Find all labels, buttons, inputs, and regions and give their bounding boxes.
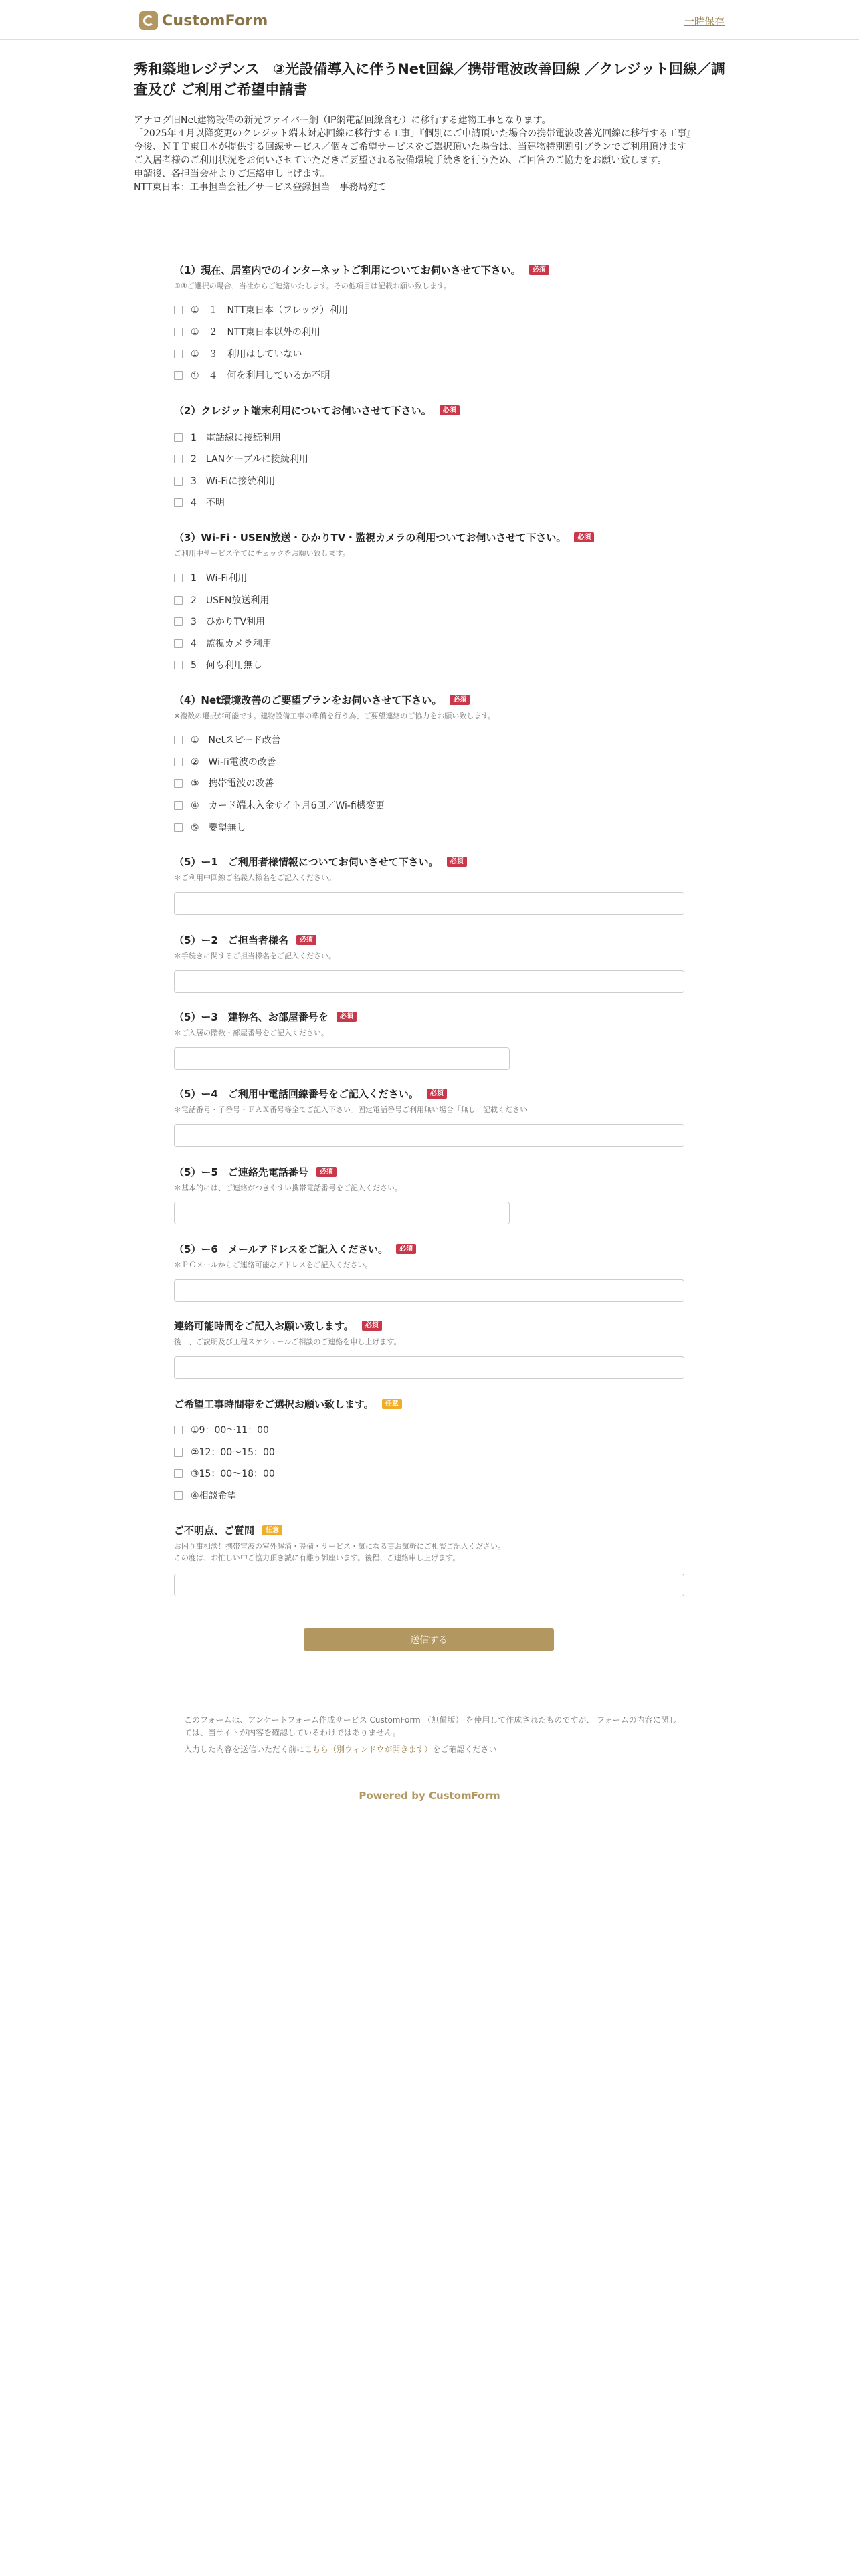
confirm-link[interactable]: こちら（別ウィンドウが開きます） [304, 1745, 433, 1754]
question-note: ＊基本的には、ご連絡がつきやすい携帯電話番号をご記入ください。 [174, 1184, 402, 1192]
intro-line: NTT東日本：工事担当会社／サービス登録担当 事務局宛て [134, 182, 387, 193]
contact-phone-input[interactable] [174, 1202, 510, 1224]
intro-text [134, 114, 729, 194]
question-note: この度は、お忙しい中ご協力頂き誠に有難う御座います。後程、ご連絡申し上げます。 [174, 1553, 460, 1562]
room-number-input[interactable] [174, 1047, 510, 1070]
question-phone-line-number [174, 1086, 696, 1115]
checkbox[interactable] [174, 617, 183, 626]
checkbox-option[interactable] [174, 777, 274, 789]
question-note: お困り事相談！携帯電波の室外解消・設備・サービス・気になる事お気軽にご相談ご記入ください。 [174, 1542, 505, 1551]
option-label: 2 USEN放送利用 [191, 595, 270, 606]
required-badge: 必須 [337, 1012, 357, 1022]
option-label: ④ カード端末入金サイト月6回／Wi-fi機変更 [191, 800, 385, 811]
required-badge: 必須 [362, 1321, 382, 1331]
checkbox-option[interactable] [174, 453, 308, 465]
question-title: （4）Net環境改善のご要望プランをお伺いさせて下さい。 [174, 693, 442, 706]
option-label: ② Wi-fi電波の改善 [191, 757, 276, 768]
checkbox-option[interactable] [174, 572, 247, 584]
checkbox[interactable] [174, 596, 183, 605]
checkbox-option[interactable] [174, 1489, 237, 1501]
question-note: ①④ご選択の場合、当社からご連絡いたします。その他項目は記載お願い致します。 [174, 282, 451, 290]
required-badge: 必須 [427, 1089, 447, 1099]
checkbox-option[interactable] [174, 1467, 275, 1479]
question-work-time-slot [174, 1396, 696, 1411]
question-title: （5）ー5 ご連絡先電話番号 [174, 1166, 308, 1178]
checkbox-option[interactable] [174, 734, 281, 746]
checkbox-option[interactable] [174, 615, 265, 627]
question-note: ＊ＰＣメールからご連絡可能なアドレスをご記入ください。 [174, 1261, 373, 1269]
powered-by-link[interactable]: Powered by CustomForm [359, 1790, 500, 1802]
question-title: （5）ー3 建物名、お部屋番号を [174, 1010, 328, 1023]
option-label: ⑤ 要望無し [191, 823, 246, 833]
question-note: ＊電話番号・子番号・ＦＡＸ番号等全てご記入下さい。固定電話番号ご利用無い場合「無し」記載ください [174, 1105, 527, 1114]
question-note: ＊ご利用中回線ご名義人様名をご記入ください。 [174, 873, 336, 882]
question-title: ご不明点、ご質問 [174, 1524, 255, 1537]
checkbox[interactable] [174, 455, 183, 463]
disclaimer-text: このフォームは、アンケートフォーム作成サービス CustomForm （無償版） を使用して作成されたものですが、 フォームの内容に関しては、当サイトが内容を確認しているわけではありません。 [184, 1715, 677, 1737]
question-contact-phone [174, 1164, 696, 1193]
required-badge: 必須 [529, 265, 549, 275]
checkbox[interactable] [174, 736, 183, 744]
question-note: ＊手続きに関するご担当様名をご記入ください。 [174, 952, 336, 960]
question-title: （5）ー6 メールアドレスをご記入ください。 [174, 1243, 389, 1255]
question-title: ご希望工事時間帯をご選択お願い致します。 [174, 1398, 374, 1410]
temporary-save-link[interactable]: 一時保存 [684, 15, 725, 27]
confirm-text [184, 1743, 679, 1756]
checkbox-option[interactable] [174, 659, 262, 671]
required-badge: 必須 [316, 1167, 337, 1177]
question-title: （1）現在、居室内でのインターネットご利用についてお伺いさせて下さい。 [174, 263, 521, 276]
footer-disclaimer [184, 1714, 679, 1760]
checkbox-option[interactable] [174, 756, 276, 768]
option-label: 4 不明 [191, 498, 225, 508]
checkbox-option[interactable] [174, 1446, 275, 1458]
checkbox[interactable] [174, 823, 183, 832]
question-internet-usage [174, 262, 696, 291]
checkbox-option[interactable] [174, 475, 275, 487]
question-note: 後日、ご説明及び工程スケジュールご相談のご連絡を申し上げます。 [174, 1337, 401, 1346]
question-contact-person [174, 932, 696, 961]
intro-line: 申請後、各担当会社よりご連絡申し上げます。 [134, 169, 330, 179]
checkbox[interactable] [174, 1448, 183, 1457]
contact-time-input[interactable] [174, 1356, 684, 1379]
question-building-room [174, 1009, 696, 1038]
intro-line: ご入居者様のご利用状況をお伺いさせていただきご要望される設備環境手続きを行うため、ご回答のご協力をお願い致します。 [134, 155, 667, 166]
option-label: ① ４ 何を利用しているか不明 [191, 370, 330, 381]
checkbox-option[interactable] [174, 637, 272, 649]
brand-logo[interactable] [139, 11, 268, 31]
question-user-info [174, 854, 696, 883]
option-label: ① Netスピード改善 [191, 735, 281, 746]
checkbox-option[interactable] [174, 304, 348, 316]
question-net-improvement-plan [174, 692, 696, 721]
checkbox[interactable] [174, 1469, 183, 1478]
required-badge: 必須 [450, 695, 470, 705]
submit-button[interactable]: 送信する [304, 1628, 554, 1651]
intro-line: アナログ旧Net建物設備の新光ファイバー網（IP網電話回線含む）に移行する建物工事となります。 [134, 115, 551, 126]
option-label: ②12：00〜15：00 [191, 1447, 275, 1458]
optional-badge: 任意 [262, 1525, 282, 1535]
question-note: ご利用中サービス全てにチェックをお願い致します。 [174, 549, 350, 558]
required-badge: 必須 [396, 1244, 416, 1254]
question-credit-terminal [174, 403, 696, 417]
intro-line: 今後、ＮＴＴ東日本が提供する回線サービス／個々ご希望サービスをご選択頂いた場合は、当建物特別割引プランでご利用頂けます [134, 142, 686, 152]
question-note: ＊ご入居の階数・部屋番号をご記入ください。 [174, 1029, 328, 1037]
checkbox[interactable] [174, 306, 183, 314]
option-label: ③ 携帯電波の改善 [191, 778, 274, 789]
question-title: （2）クレジット端末利用についてお伺いさせて下さい。 [174, 404, 432, 417]
checkbox[interactable] [174, 498, 183, 507]
question-inquiry [174, 1523, 696, 1563]
required-badge: 必須 [296, 935, 316, 945]
question-title: （3）Wi-Fi・USEN放送・ひかりTV・監視カメラの利用ついてお伺いさせて下さい。 [174, 531, 567, 544]
account-holder-name-input[interactable] [174, 892, 684, 915]
checkbox[interactable] [174, 477, 183, 486]
checkbox[interactable] [174, 661, 183, 669]
question-email [174, 1241, 696, 1270]
checkbox[interactable] [174, 433, 183, 442]
logo-icon [139, 11, 158, 30]
required-badge: 必須 [440, 405, 460, 415]
intro-line: 「2025年４月以降変更のクレジット端末対応回線に移行する工事」『個別にご申請頂いた場合の携帯電波改善光回線に移行する工事』 [134, 128, 696, 139]
option-label: 3 ひかりTV利用 [191, 617, 266, 627]
optional-badge: 任意 [382, 1399, 402, 1409]
checkbox[interactable] [174, 779, 183, 788]
question-title: （5）ー1 ご利用者様情報についてお伺いさせて下さい。 [174, 855, 439, 868]
checkbox[interactable] [174, 350, 183, 358]
question-title: 連絡可能時間をご記入お願い致します。 [174, 1319, 354, 1332]
page-title: 秀和築地レジデンス ③光設備導入に伴うNet回線／携帯電波改善回線 ／クレジット回線／調査及び ご利用ご希望申請書 [134, 61, 725, 98]
question-note: ※複数の選択が可能です。建物設備工事の準備を行う為、ご要望連絡のご協力をお願い致します。 [174, 712, 496, 720]
app-header [0, 0, 859, 40]
option-label: 2 LANケーブルに接続利用 [191, 454, 308, 465]
checkbox[interactable] [174, 1426, 183, 1434]
question-contact-time [174, 1318, 696, 1347]
question-wifi-usen-tv-camera [174, 530, 696, 558]
checkbox-option[interactable] [174, 821, 246, 833]
confirm-text-pre: 入力した内容を送信いただく前に [184, 1745, 305, 1754]
checkbox[interactable] [174, 1491, 183, 1500]
checkbox[interactable] [174, 758, 183, 766]
checkbox[interactable] [174, 801, 183, 810]
option-label: ③15：00〜18：00 [191, 1469, 275, 1479]
required-badge: 必須 [447, 857, 467, 867]
option-label: 5 何も利用無し [191, 660, 262, 671]
checkbox-option[interactable] [174, 496, 225, 508]
checkbox[interactable] [174, 328, 183, 336]
checkbox-option[interactable] [174, 799, 385, 811]
option-label: ④相談希望 [191, 1491, 237, 1501]
checkbox-option[interactable] [174, 431, 281, 443]
question-title: （5）ー2 ご担当者様名 [174, 934, 288, 946]
checkbox[interactable] [174, 639, 183, 648]
checkbox-option[interactable] [174, 1424, 269, 1436]
option-label: ① ２ NTT東日本以外の利用 [191, 327, 320, 338]
email-input[interactable] [174, 1279, 684, 1302]
option-label: ①9：00〜11：00 [191, 1425, 269, 1436]
checkbox[interactable] [174, 371, 183, 380]
option-label: 4 監視カメラ利用 [191, 639, 272, 649]
checkbox-option[interactable] [174, 594, 269, 606]
option-label: 3 Wi-Fiに接続利用 [191, 476, 276, 487]
phone-line-number-input[interactable] [174, 1124, 684, 1147]
option-label: 1 Wi-Fi利用 [191, 573, 248, 584]
question-title: （5）ー4 ご利用中電話回線番号をご記入ください。 [174, 1087, 419, 1100]
option-label: ① ３ 利用はしていない [191, 349, 302, 360]
required-badge: 必須 [574, 532, 594, 542]
inquiry-input[interactable] [174, 1574, 684, 1596]
checkbox-option[interactable] [174, 326, 320, 338]
option-label: ① １ NTT東日本（フレッツ）利用 [191, 305, 349, 316]
checkbox-option[interactable] [174, 369, 330, 381]
checkbox[interactable] [174, 574, 183, 582]
brand-name: CustomForm [162, 12, 268, 29]
checkbox-option[interactable] [174, 348, 302, 360]
option-label: 1 電話線に接続利用 [191, 433, 281, 443]
contact-person-name-input[interactable] [174, 970, 684, 993]
confirm-text-post: をご確認ください [432, 1745, 497, 1754]
